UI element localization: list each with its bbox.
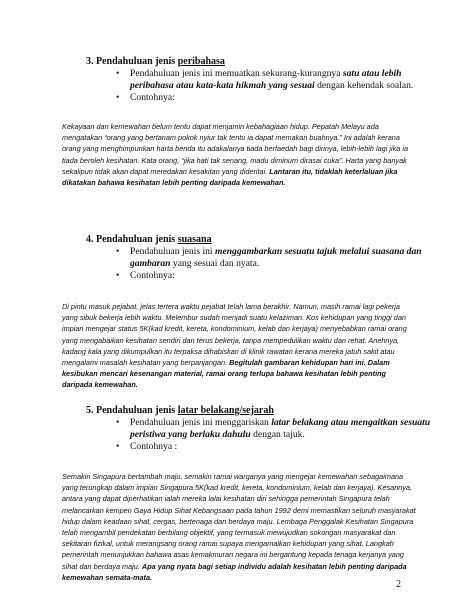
section-5-bullet-1-rest: dengan tajuk. (250, 429, 305, 440)
section-3-bullet-1-rest: dengan kehendak soalan. (314, 80, 414, 91)
section-4-bullet-1-emphasis: menggambarkan sesuatu tajuk melalui suasana dan gambaran (130, 246, 422, 269)
section-4-example-bold: Begitulah gambaran kehidupan hari ini. Dalam kesibukan mencari kesenangan material, ramai orang terlupa bahawa kesihatan lebih penting daripada kemewahan. (62, 358, 390, 390)
section-3-bullet-1-plain: Pendahuluan jenis ini memuatkan sekurang-kurangnya (130, 68, 343, 79)
bullet-icon: • (116, 270, 120, 281)
section-4-contohnya: Contohnya: (130, 270, 175, 281)
bullet-icon: • (116, 92, 120, 103)
section-4-example (62, 301, 416, 391)
section-3-bullet-2 (116, 92, 434, 104)
section-3-example-bold: Lantaran itu, tidaklah keterlaluan jika dikatakan bahawa kesihatan lebih penting daripada kemewahan. (62, 166, 398, 188)
section-5-bullet-1-emphasis: latar belakang atau mengaitkan sesuatu peristiwa yang berlaku dahulu (130, 417, 431, 440)
section-3-contohnya: Contohnya: (130, 92, 175, 103)
bullet-icon: • (116, 68, 120, 79)
section-4-bullet-2 (116, 270, 434, 282)
section-5-heading-term: latar belakang/sejarah (177, 405, 274, 416)
section-4-heading-prefix: 4. Pendahuluan jenis (86, 234, 178, 245)
section-3-bullet-1 (116, 68, 434, 92)
section-5-bullet-2 (116, 441, 434, 453)
section-3-heading (86, 56, 225, 67)
section-4-bullet-1 (116, 246, 434, 270)
page-number: 2 (396, 579, 401, 590)
bullet-icon: • (116, 246, 120, 257)
section-5-bullet-1 (116, 417, 434, 441)
section-4-heading (86, 234, 212, 245)
bullet-icon: • (116, 441, 120, 452)
section-5-example (62, 471, 416, 583)
section-3-heading-term: peribahasa (177, 56, 225, 67)
section-4-bullet-1-rest: yang sesuai dan nyata. (170, 258, 260, 269)
section-5-heading-prefix: 5. Pendahuluan jenis (86, 405, 178, 416)
section-5-example-text: Semakin Singapura bertambah maju, semakin ramai warganya yang mengejar kemewahan sebagaimana yang terungkap dalam impian Singapura 5K(kad kredit, kereta, kondominium, kelab dan kerjaya). Kesannya, antara yang dapat diperhatikan ialah mereka lalai kesihatan diri sehingga pemerintah Singapura telah melancarkan kempen Gaya Hidup Sihat Kebangsaan pada tahun 1992 demi memastikan seluruh masyarakat hidup dalam keadaan sihat, cergas, bertenaga dan berdaya maju. Lembaga Penggalak Kesihatan Singapura telah mengambil pendekatan berbilang objektif, yang termasuk mewujudkan sokongan masyarakat dan sekitaran fizikal, untuk merangsang orang ramai supaya mengamalkan kehidupan yang sihat. Langkah pemerintah menunjukkan bahawa asas kemakmuran negara ini bergantung kepada tenaga kerjanya yang sihat dan berdaya maju. (62, 472, 416, 571)
section-5-example-bold: Apa yang nyata bagi setiap individu adalah kesihatan lebih penting daripada kemewahan semata-mata. (62, 561, 407, 582)
section-4-example-text: Di pintu masuk pejabat, jelas tertera waktu pejabat telah lama berakhir. Namun, masih ramai lagi pekerja yang sibuk bekerja lebih waktu. Melembur sudah menjadi suatu kelaziman. Kos kehidupan yang tinggi dan impian mengejar status 5K(kad kredit, kereta, kondominium, kelab dan kerjaya) menyebabkan ramai orang yang mengabaikan kesihatan sendiri dan terus bekerja, tanpa mempedulikan waktu dan rehat. Anehnya, kadang kala yang dikumpulkan itu terpaksa dihabiskan di klinik rawatan kerana mereka jatuh sakit atau mengalami masalah kesihatan yang berpanjangan. (62, 302, 407, 368)
section-5-contohnya: Contohnya : (130, 441, 178, 452)
section-5-heading (86, 405, 274, 416)
bullet-icon: • (116, 417, 120, 428)
section-3-bullet-1-emphasis: satu atau lebih peribahasa atau kata-kata hikmah yang sesuai (130, 68, 402, 91)
section-3-example-text: Kekayaan dan kemewahan belum tentu dapat menjamin kebahagiaan hidup. Pepatah Melayu ada mengatakan “orang yang bertanam pokok nyiur tak tentu ia dapat memakan buahnya.” Ini adalah kerana orang yang menghimpunkan harta benda itu adakalanya tiada berfaedah bagi dirinya, lebih-lebih lagi jika ia tiada beroleh kesihatan. Kata orang, “jika hati tak senang, madu diminum dirasai cuka”. Harta yang banyak sekalipun tidak akan dapat meredakan kesakitan yang dideritai. (62, 122, 409, 176)
section-4-heading-term: suasana (177, 234, 212, 245)
section-3-example (62, 121, 416, 188)
section-5-bullet-1-plain: Pendahuluan jenis ini menggariskan (130, 417, 272, 428)
section-4-bullet-1-plain: Pendahuluan jenis ini (130, 246, 215, 257)
section-3-heading-prefix: 3. Pendahuluan jenis (86, 56, 178, 67)
